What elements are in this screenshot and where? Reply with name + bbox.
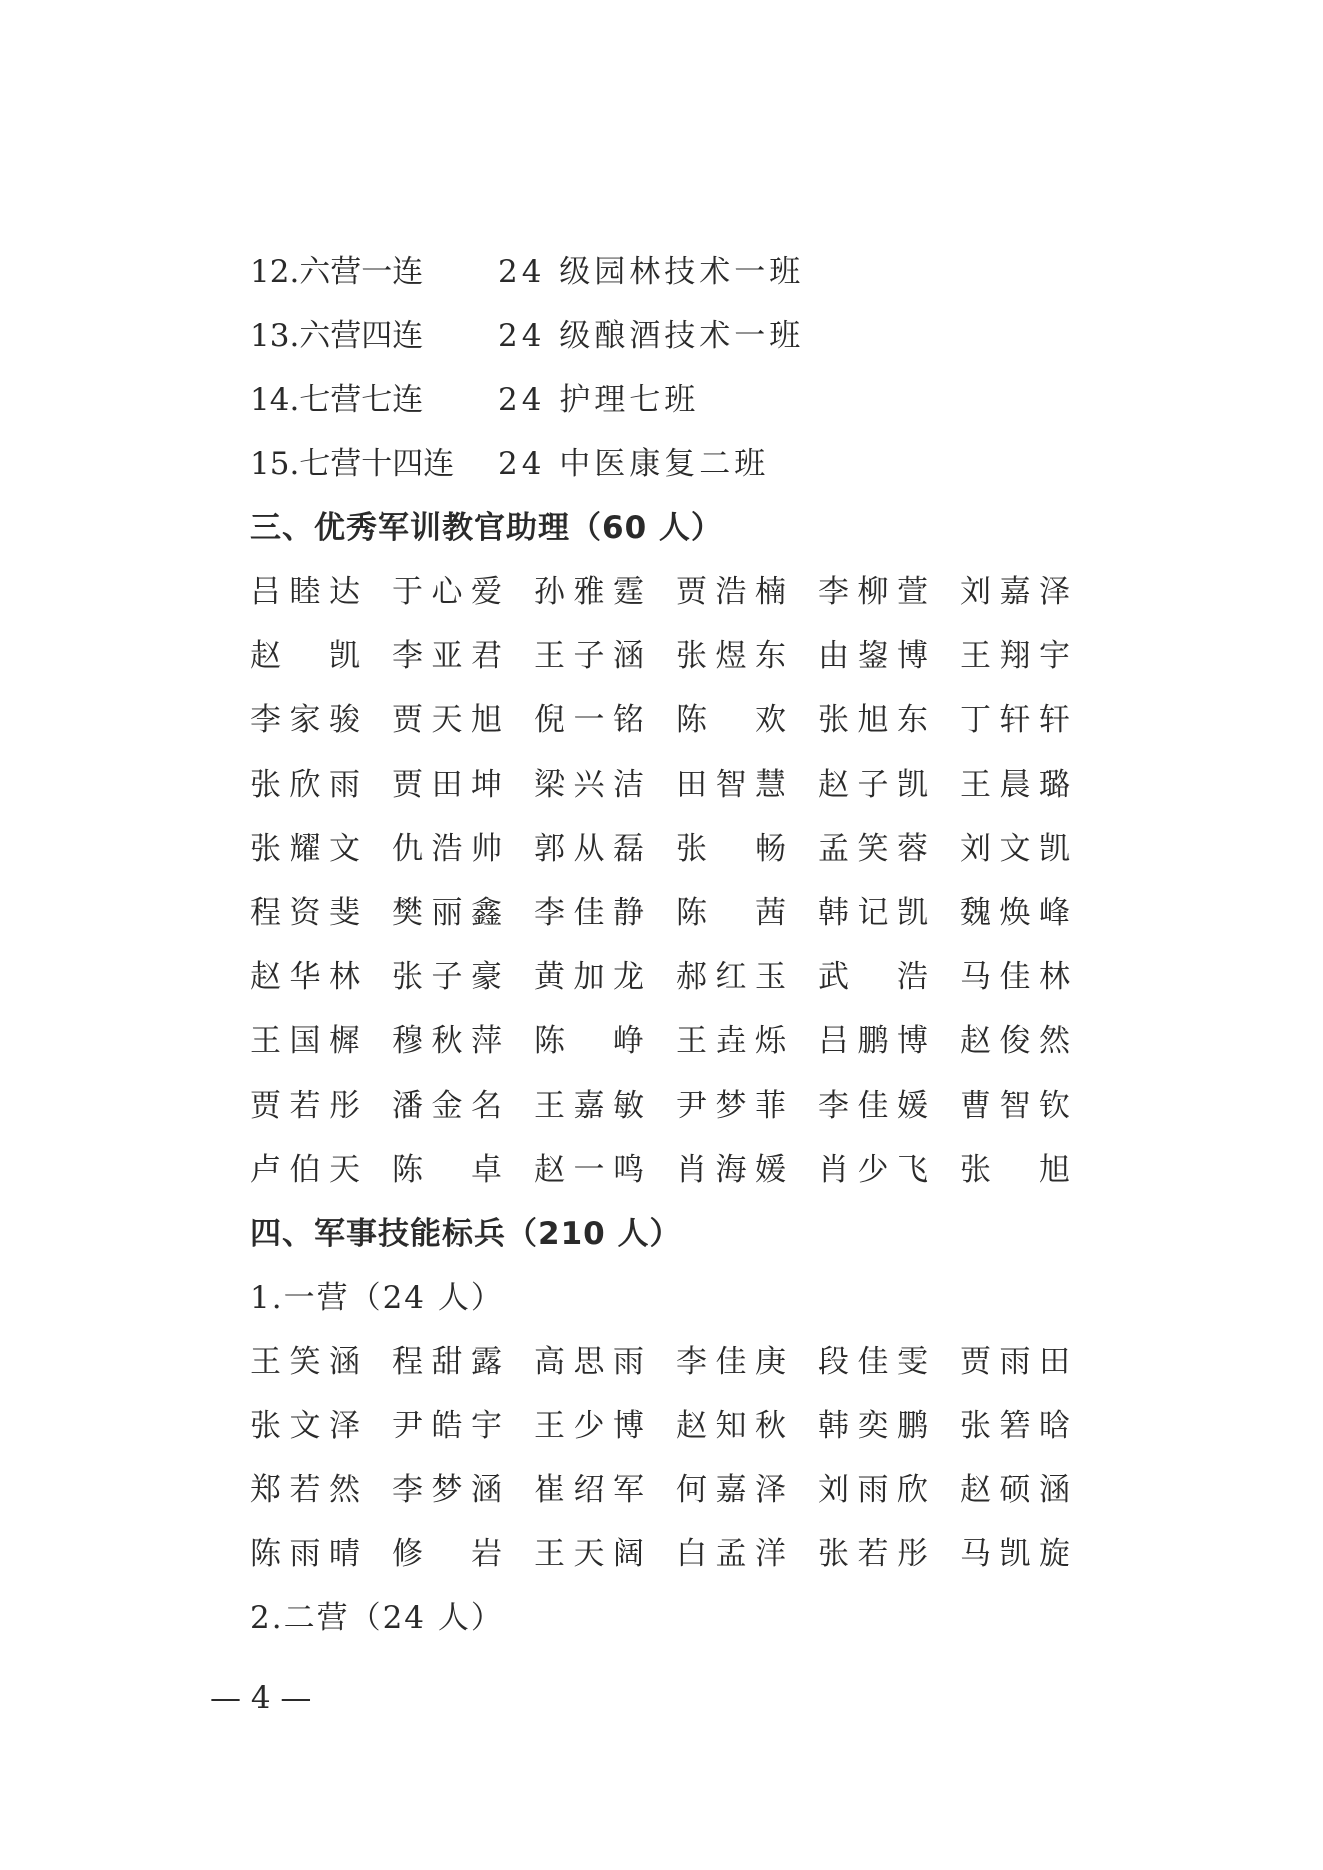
unit-line-12 (250, 252, 804, 292)
unit-class: 24 级园林技术一班 (498, 254, 805, 290)
person-name: 段 佳 雯 (818, 1344, 928, 1380)
person-name: 魏 焕 峰 (960, 895, 1070, 931)
person-name: 韩 记 凯 (818, 895, 928, 931)
unit-class: 24 级酿酒技术一班 (498, 318, 805, 354)
person-name: 刘 嘉 泽 (960, 574, 1070, 610)
person-name: 张 煜 东 (676, 638, 786, 675)
person-name: 赵 凯 (250, 638, 360, 675)
person-name: 程 甜 露 (392, 1344, 502, 1380)
person-name: 陈 欢 (676, 702, 786, 739)
unit-company: 12.六营一连 (250, 254, 424, 290)
unit-class: 24 护理七班 (498, 382, 700, 418)
person-name: 曹 智 钦 (960, 1087, 1070, 1124)
person-name: 倪 一 铭 (534, 702, 644, 739)
person-name: 张 耀 文 (250, 830, 360, 867)
person-name: 李 家 骏 (250, 702, 360, 739)
person-name: 孙 雅 霆 (534, 574, 644, 610)
person-name: 赵 硕 涵 (960, 1472, 1070, 1508)
person-name: 尹 梦 菲 (676, 1087, 786, 1124)
person-name: 刘 文 凯 (960, 830, 1070, 867)
person-name: 郝 红 玉 (676, 959, 786, 996)
person-name: 孟 笑 蓉 (818, 830, 928, 867)
person-name: 李 佳 静 (534, 895, 644, 931)
person-name: 张 欣 雨 (250, 766, 360, 803)
sub-heading-battalion-2: 2.二营（24 人） (250, 1600, 504, 1636)
person-name: 尹 皓 宇 (392, 1408, 502, 1444)
person-name: 李 佳 媛 (818, 1087, 928, 1124)
person-name: 仇 浩 帅 (392, 830, 502, 867)
person-name: 李 柳 萱 (818, 574, 928, 610)
unit-company: 13.六营四连 (250, 318, 424, 354)
person-name: 何 嘉 泽 (676, 1472, 786, 1508)
person-name: 赵 俊 然 (960, 1023, 1070, 1060)
person-name: 于 心 爱 (392, 574, 502, 610)
person-name: 程 资 斐 (250, 895, 360, 931)
unit-line-13 (250, 316, 804, 356)
person-name: 王 垚 烁 (676, 1023, 786, 1060)
person-name: 郭 从 磊 (534, 830, 644, 867)
person-name: 樊 丽 鑫 (392, 895, 502, 931)
person-name: 肖 海 媛 (676, 1151, 786, 1188)
person-name: 陈 卓 (392, 1151, 502, 1188)
person-name: 武 浩 (818, 959, 928, 996)
person-name: 马 凯 旋 (960, 1536, 1070, 1572)
person-name: 马 佳 林 (960, 959, 1070, 996)
person-name: 韩 奕 鹏 (818, 1408, 928, 1444)
person-name: 李 亚 君 (392, 638, 502, 675)
person-name: 陈 雨 晴 (250, 1536, 360, 1572)
unit-line-14 (250, 380, 699, 420)
person-name: 王 翔 宇 (960, 638, 1070, 675)
person-name: 贾 雨 田 (960, 1344, 1070, 1380)
person-name: 贾 田 坤 (392, 766, 502, 803)
person-name: 王 天 阔 (534, 1536, 644, 1572)
section-heading-skill-models: 四、军事技能标兵（210 人） (250, 1216, 682, 1252)
unit-company: 14.七营七连 (250, 382, 424, 418)
person-name: 白 孟 洋 (676, 1536, 786, 1572)
person-name: 张 旭 东 (818, 702, 928, 739)
unit-line-15 (250, 444, 769, 484)
person-name: 黄 加 龙 (534, 959, 644, 996)
person-name: 吕 鹏 博 (818, 1023, 928, 1060)
person-name: 张 若 彤 (818, 1536, 928, 1572)
person-name: 王 嘉 敏 (534, 1087, 644, 1124)
section-heading-instructor-assistants: 三、优秀军训教官助理（60 人） (250, 510, 723, 546)
person-name: 张 箬 晗 (960, 1408, 1070, 1444)
person-name: 丁 轩 轩 (960, 702, 1070, 739)
person-name: 王 少 博 (534, 1408, 644, 1444)
person-name: 赵 华 林 (250, 959, 360, 996)
person-name: 王 国 樨 (250, 1023, 360, 1060)
person-name: 贾 天 旭 (392, 702, 502, 739)
person-name: 卢 伯 天 (250, 1151, 360, 1188)
person-name: 吕 睦 达 (250, 574, 360, 610)
person-name: 修 岩 (392, 1536, 502, 1572)
person-name: 王 晨 璐 (960, 766, 1070, 803)
person-name: 张 子 豪 (392, 959, 502, 996)
person-name: 赵 一 鸣 (534, 1151, 644, 1188)
person-name: 高 思 雨 (534, 1344, 644, 1380)
person-name: 郑 若 然 (250, 1472, 360, 1508)
person-name: 王 子 涵 (534, 638, 644, 675)
person-name: 张 文 泽 (250, 1408, 360, 1444)
person-name: 穆 秋 萍 (392, 1023, 502, 1060)
person-name: 李 梦 涵 (392, 1472, 502, 1508)
person-name: 田 智 慧 (676, 766, 786, 803)
unit-company: 15.七营十四连 (250, 446, 455, 482)
person-name: 崔 绍 军 (534, 1472, 644, 1508)
person-name: 陈 茜 (676, 895, 786, 931)
sub-heading-battalion-1: 1.一营（24 人） (250, 1280, 504, 1316)
person-name: 贾 若 彤 (250, 1087, 360, 1124)
person-name: 由 鋆 博 (818, 638, 928, 675)
person-name: 王 笑 涵 (250, 1344, 360, 1380)
person-name: 梁 兴 洁 (534, 766, 644, 803)
person-name: 贾 浩 楠 (676, 574, 786, 610)
person-name: 张 旭 (960, 1151, 1070, 1188)
person-name: 赵 知 秋 (676, 1408, 786, 1444)
person-name: 陈 峥 (534, 1023, 644, 1060)
person-name: 肖 少 飞 (818, 1151, 928, 1188)
person-name: 李 佳 庚 (676, 1344, 786, 1380)
person-name: 张 畅 (676, 830, 786, 867)
page-number: — 4 — (210, 1680, 312, 1716)
person-name: 赵 子 凯 (818, 766, 928, 803)
person-name: 潘 金 名 (392, 1087, 502, 1124)
person-name: 刘 雨 欣 (818, 1472, 928, 1508)
unit-class: 24 中医康复二班 (498, 446, 770, 482)
